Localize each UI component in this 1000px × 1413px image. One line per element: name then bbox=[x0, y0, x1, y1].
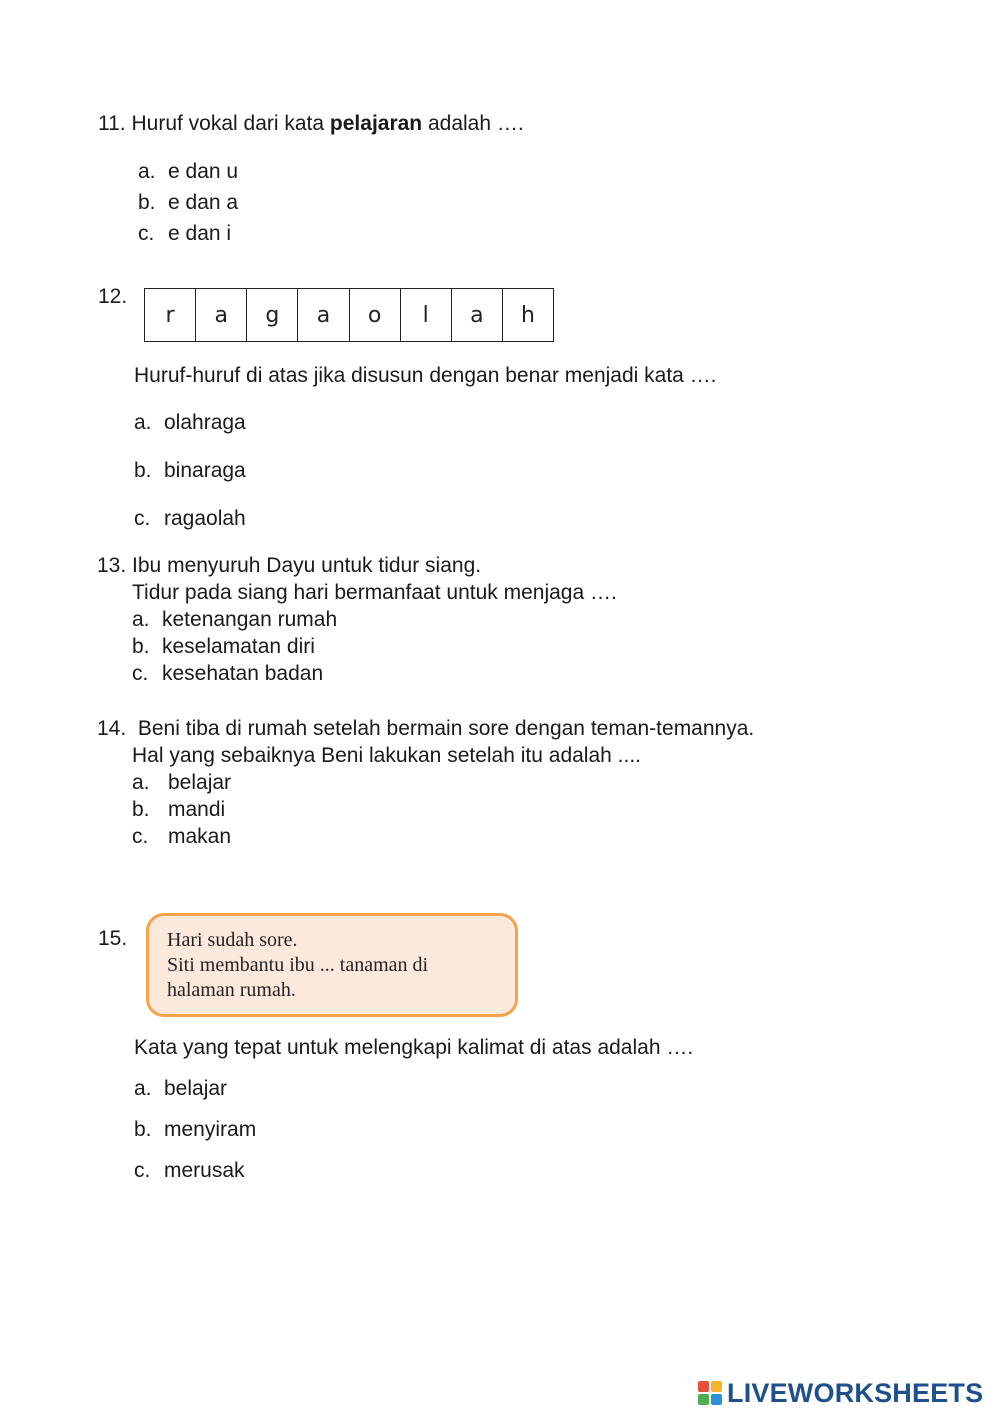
letter-cell: g bbox=[247, 289, 298, 341]
option-text: belajar bbox=[168, 771, 232, 794]
question-text-line2: Tidur pada siang hari bermanfaat untuk menjaga …. bbox=[132, 581, 617, 604]
q11-option-c[interactable] bbox=[138, 222, 231, 246]
option-letter: c. bbox=[138, 222, 155, 245]
q13-option-b[interactable] bbox=[132, 635, 315, 659]
option-text: e dan i bbox=[168, 222, 232, 245]
question-11 bbox=[98, 112, 524, 136]
option-letter: b. bbox=[132, 798, 150, 821]
option-text: belajar bbox=[164, 1077, 228, 1100]
option-letter: c. bbox=[134, 507, 151, 530]
question-number: 14. bbox=[97, 717, 127, 740]
logo-square bbox=[711, 1381, 722, 1392]
q14-option-c[interactable] bbox=[132, 825, 231, 849]
letter-cell: a bbox=[298, 289, 349, 341]
logo-grid-icon bbox=[698, 1381, 722, 1405]
question-14 bbox=[97, 717, 754, 741]
option-text: keselamatan diri bbox=[162, 635, 315, 658]
q13-option-c[interactable] bbox=[132, 662, 323, 686]
option-text: mandi bbox=[168, 798, 226, 821]
option-text: kesehatan badan bbox=[162, 662, 324, 685]
q12-option-c[interactable] bbox=[134, 507, 246, 531]
question-text bbox=[131, 112, 523, 135]
question-number: 13. bbox=[97, 554, 127, 577]
option-text: e dan u bbox=[168, 160, 239, 183]
option-letter: c. bbox=[134, 1159, 151, 1182]
q15-option-c[interactable] bbox=[134, 1159, 245, 1183]
letter-cell: h bbox=[520, 302, 535, 328]
option-letter: a. bbox=[132, 608, 150, 631]
logo-square bbox=[698, 1381, 709, 1392]
question-text-after: adalah …. bbox=[422, 112, 524, 135]
q15-option-b[interactable] bbox=[134, 1118, 256, 1142]
letter-cell: r bbox=[145, 289, 196, 341]
option-text: binaraga bbox=[164, 459, 246, 482]
option-text: ragaolah bbox=[164, 507, 246, 530]
question-13 bbox=[97, 554, 481, 578]
option-text: olahraga bbox=[164, 411, 246, 434]
q11-option-b[interactable] bbox=[138, 191, 238, 215]
logo-square bbox=[698, 1394, 709, 1405]
question-text-before: Huruf vokal dari kata bbox=[131, 112, 330, 135]
letter-cell: o bbox=[350, 289, 401, 341]
callout-line: Hari sudah sore. bbox=[167, 929, 298, 951]
option-letter: c. bbox=[132, 662, 149, 685]
logo-square bbox=[711, 1394, 722, 1405]
option-text: makan bbox=[168, 825, 232, 848]
callout-line: halaman rumah. bbox=[167, 979, 296, 1001]
letter-grid bbox=[144, 288, 554, 342]
q12-option-b[interactable] bbox=[134, 459, 246, 483]
story-callout-box bbox=[146, 913, 518, 1017]
option-letter: b. bbox=[132, 635, 150, 658]
question-prompt: Huruf-huruf di atas jika disusun dengan benar menjadi kata …. bbox=[134, 364, 717, 387]
letter-cell: a bbox=[196, 289, 247, 341]
question-number: 11. bbox=[98, 112, 126, 135]
question-text: Beni tiba di rumah setelah bermain sore dengan teman-temannya. bbox=[137, 717, 755, 740]
question-keyword: pelajaran bbox=[329, 112, 423, 135]
question-prompt: Kata yang tepat untuk melengkapi kalimat di atas adalah …. bbox=[134, 1036, 694, 1059]
callout-line: Siti membantu ibu ... tanaman di bbox=[167, 954, 429, 976]
option-letter: b. bbox=[134, 459, 152, 482]
question-text: Ibu menyuruh Dayu untuk tidur siang. bbox=[132, 554, 482, 577]
option-letter: a. bbox=[134, 1077, 152, 1100]
option-letter: c. bbox=[132, 825, 149, 848]
q12-option-a[interactable] bbox=[134, 411, 246, 435]
option-letter: a. bbox=[134, 411, 152, 434]
option-text: merusak bbox=[164, 1159, 245, 1182]
option-letter: b. bbox=[134, 1118, 152, 1141]
option-text: ketenangan rumah bbox=[162, 608, 338, 631]
q15-option-a[interactable] bbox=[134, 1077, 227, 1101]
question-number: 12. bbox=[98, 285, 128, 308]
option-letter: a. bbox=[138, 160, 156, 183]
q11-option-a[interactable] bbox=[138, 160, 238, 184]
question-text-line2: Hal yang sebaiknya Beni lakukan setelah itu adalah .... bbox=[132, 744, 641, 767]
q14-option-a[interactable] bbox=[132, 771, 231, 795]
option-text: menyiram bbox=[164, 1118, 257, 1141]
letter-cell: l bbox=[401, 289, 452, 341]
option-letter: b. bbox=[138, 191, 156, 214]
liveworksheets-logo[interactable] bbox=[698, 1378, 983, 1408]
letter-cell: a bbox=[452, 289, 503, 341]
question-number: 15. bbox=[98, 927, 128, 950]
option-text: e dan a bbox=[168, 191, 239, 214]
q14-option-b[interactable] bbox=[132, 798, 225, 822]
option-letter: a. bbox=[132, 771, 150, 794]
q13-option-a[interactable] bbox=[132, 608, 337, 632]
logo-text: LIVEWORKSHEETS bbox=[727, 1377, 984, 1408]
